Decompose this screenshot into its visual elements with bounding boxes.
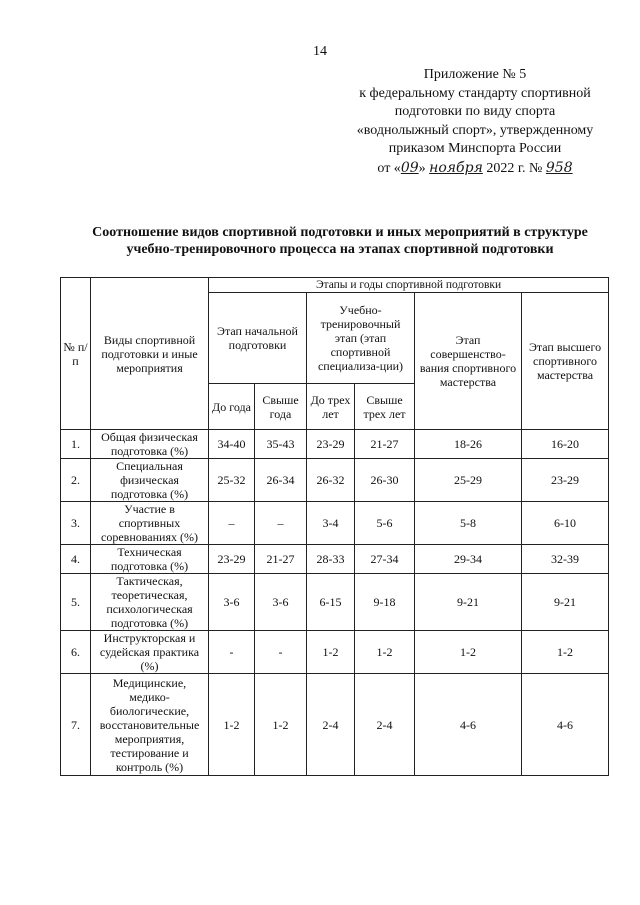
training-ratio-table — [60, 277, 609, 776]
value-initial-over-1: 1-2 — [255, 674, 307, 776]
table-row — [61, 674, 609, 776]
value-training-over-3: 21-27 — [355, 430, 415, 459]
handwritten-order-number: 958 — [545, 159, 573, 176]
value-initial-up-to-1: 23-29 — [209, 545, 255, 574]
header-year-over-3: Свыше трех лет — [355, 384, 415, 430]
handwritten-month: ноября — [429, 159, 483, 176]
table-row — [61, 631, 609, 674]
value-highest: 23-29 — [522, 459, 609, 502]
row-number: 5. — [61, 574, 91, 631]
header-year-up-to-1: До года — [209, 384, 255, 430]
title-line-1: Соотношение видов спортивной подготовки и иных мероприятий в структуре — [92, 225, 588, 240]
value-improvement: 29-34 — [415, 545, 522, 574]
row-kind: Тактическая, теоретическая, психологическая подготовка (%) — [91, 574, 209, 631]
value-training-up-to-3: 6-15 — [307, 574, 355, 631]
row-kind: Участие в спортивных соревнованиях (%) — [91, 502, 209, 545]
table-row — [61, 545, 609, 574]
value-training-up-to-3: 1-2 — [307, 631, 355, 674]
value-training-up-to-3: 26-32 — [307, 459, 355, 502]
row-number: 2. — [61, 459, 91, 502]
header-stage-training: Учебно-тренировочный этап (этап спортивной специализа-ции) — [307, 293, 415, 384]
value-initial-up-to-1: 25-32 — [209, 459, 255, 502]
value-initial-up-to-1: 34-40 — [209, 430, 255, 459]
row-kind: Медицинские, медико-биологические, восстановительные мероприятия, тестирование и контроль (%) — [91, 674, 209, 776]
value-improvement: 25-29 — [415, 459, 522, 502]
row-number: 6. — [61, 631, 91, 674]
document-title — [60, 224, 620, 258]
value-initial-over-1: 35-43 — [255, 430, 307, 459]
value-highest: 4-6 — [522, 674, 609, 776]
row-number: 7. — [61, 674, 91, 776]
header-kind: Виды спортивной подготовки и иные мероприятия — [91, 278, 209, 430]
table-row — [61, 459, 609, 502]
appendix-line: подготовки по виду спорта — [394, 104, 556, 119]
value-training-up-to-3: 28-33 — [307, 545, 355, 574]
appendix-line: к федеральному стандарту спортивной — [359, 85, 591, 101]
value-initial-up-to-1: 1-2 — [209, 674, 255, 776]
table-row — [61, 574, 609, 631]
value-initial-over-1: - — [255, 631, 307, 674]
value-initial-over-1: 26-34 — [255, 459, 307, 502]
title-line-2: учебно-тренировочного процесса на этапах спортивной подготовки — [126, 242, 554, 257]
value-initial-up-to-1: - — [209, 631, 255, 674]
value-training-over-3: 1-2 — [355, 631, 415, 674]
value-highest: 16-20 — [522, 430, 609, 459]
value-highest: 9-21 — [522, 574, 609, 631]
date-mid: » — [418, 160, 430, 176]
table-row — [61, 502, 609, 545]
date-year: 2022 г. № — [482, 160, 546, 176]
value-initial-up-to-1: – — [209, 502, 255, 545]
value-initial-over-1: – — [255, 502, 307, 545]
value-initial-up-to-1: 3-6 — [209, 574, 255, 631]
value-training-over-3: 2-4 — [355, 674, 415, 776]
row-number: 4. — [61, 545, 91, 574]
header-year-over-1: Свыше года — [255, 384, 307, 430]
value-training-over-3: 9-18 — [355, 574, 415, 631]
table-row — [61, 430, 609, 459]
appendix-title: Приложение № 5 — [423, 67, 527, 82]
table-body — [61, 430, 609, 776]
row-kind: Общая физическая подготовка (%) — [91, 430, 209, 459]
value-improvement: 9-21 — [415, 574, 522, 631]
header-number: № п/п — [61, 278, 91, 430]
value-improvement: 4-6 — [415, 674, 522, 776]
row-kind: Инструкторская и судейская практика (%) — [91, 631, 209, 674]
value-initial-over-1: 21-27 — [255, 545, 307, 574]
value-improvement: 18-26 — [415, 430, 522, 459]
value-highest: 1-2 — [522, 631, 609, 674]
handwritten-day: 09 — [400, 159, 419, 176]
row-kind: Специальная физическая подготовка (%) — [91, 459, 209, 502]
value-training-over-3: 26-30 — [355, 459, 415, 502]
header-stage-improvement: Этап совершенство-вания спортивного мастерства — [415, 293, 522, 430]
value-initial-over-1: 3-6 — [255, 574, 307, 631]
header-stage-highest: Этап высшего спортивного мастерства — [522, 293, 609, 430]
page-number: 14 — [313, 44, 327, 59]
row-number: 1. — [61, 430, 91, 459]
value-highest: 6-10 — [522, 502, 609, 545]
appendix-line: «воднолыжный спорт», утвержденному — [356, 122, 594, 138]
value-highest: 32-39 — [522, 545, 609, 574]
value-training-over-3: 27-34 — [355, 545, 415, 574]
row-number: 3. — [61, 502, 91, 545]
order-date-line — [340, 159, 610, 179]
header-stage-initial: Этап начальной подготовки — [209, 293, 307, 384]
appendix-header — [340, 66, 610, 178]
row-kind: Техническая подготовка (%) — [91, 545, 209, 574]
header-stages: Этапы и годы спортивной подготовки — [209, 278, 609, 293]
value-improvement: 5-8 — [415, 502, 522, 545]
appendix-line: приказом Минспорта России — [388, 141, 562, 156]
date-prefix: от « — [377, 160, 401, 176]
value-training-up-to-3: 2-4 — [307, 674, 355, 776]
value-improvement: 1-2 — [415, 631, 522, 674]
header-year-up-to-3: До трех лет — [307, 384, 355, 430]
value-training-up-to-3: 3-4 — [307, 502, 355, 545]
value-training-over-3: 5-6 — [355, 502, 415, 545]
value-training-up-to-3: 23-29 — [307, 430, 355, 459]
